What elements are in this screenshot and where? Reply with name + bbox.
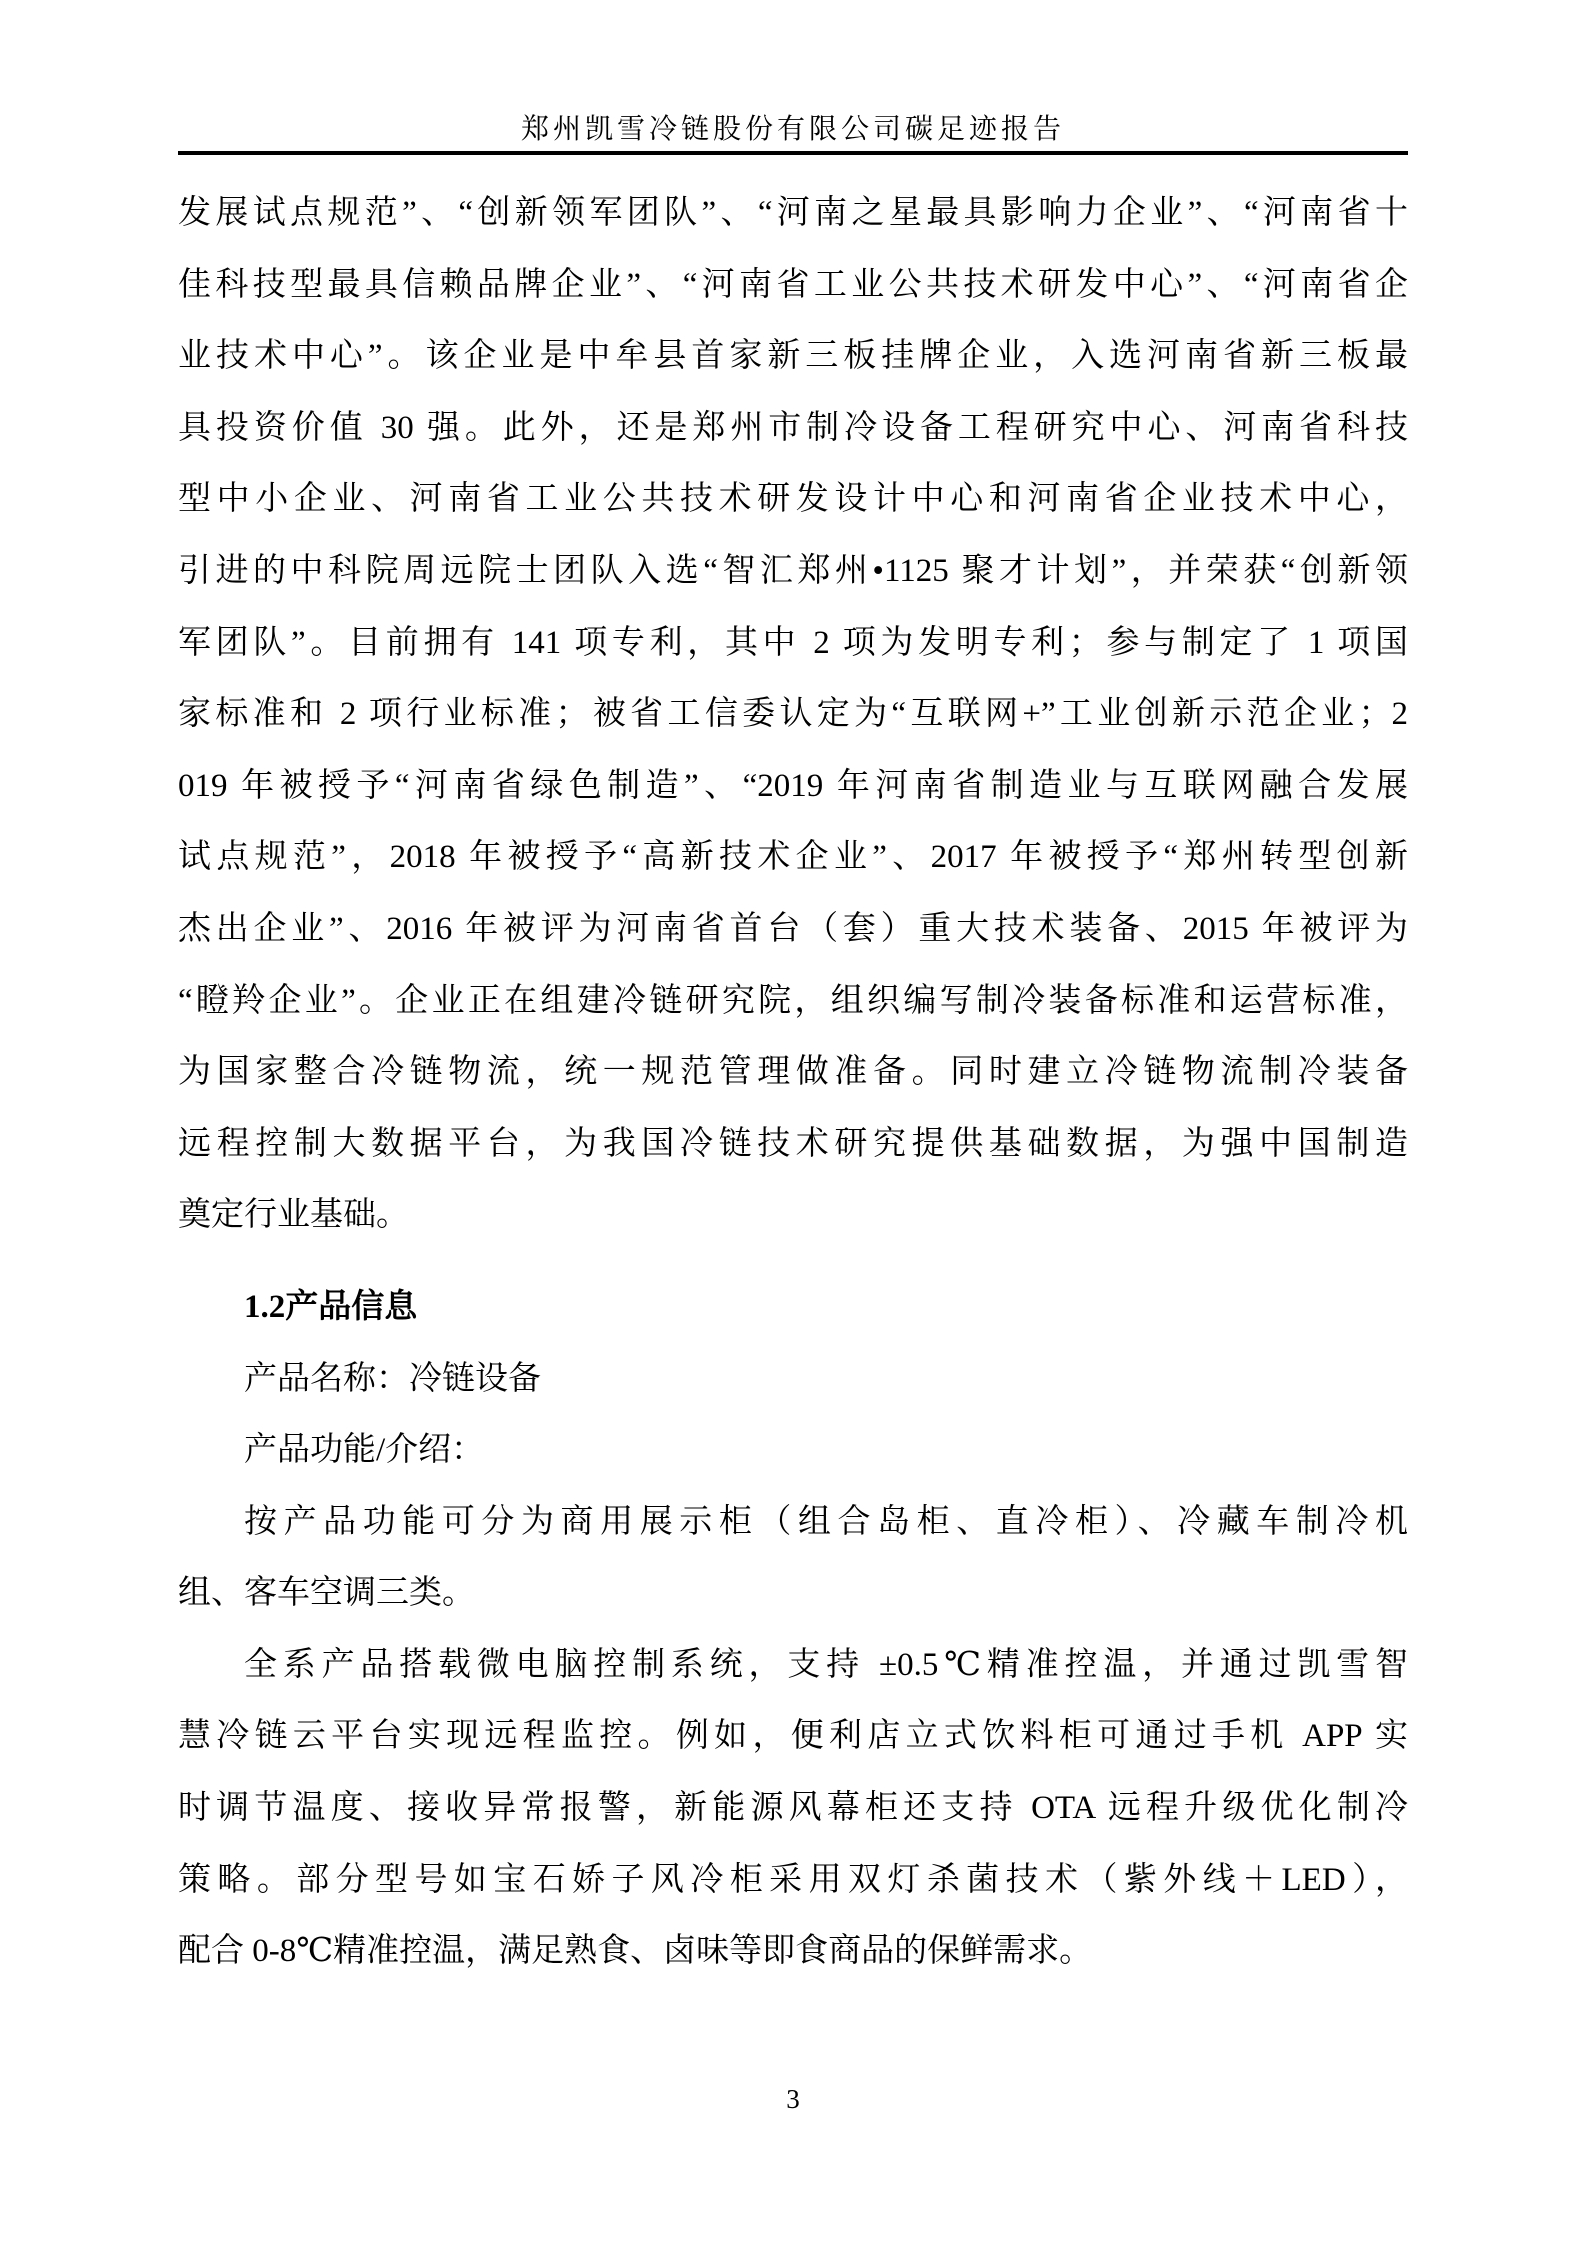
- text-line: 试点规范”，2018 年被授予“高新技术企业”、2017 年被授予“郑州转型创新: [178, 839, 1408, 876]
- text-line: 配合 0-8℃精准控温，满足熟食、卤味等即食商品的保鲜需求。: [178, 1933, 1093, 1970]
- text-line: 远程控制大数据平台，为我国冷链技术研究提供基础数据，为强中国制造: [178, 1125, 1408, 1162]
- text-line: 发展试点规范”、“创新领军团队”、“河南之星最具影响力企业”、“河南省十: [178, 195, 1408, 231]
- text-line: 杰出企业”、2016 年被评为河南省首台（套）重大技术装备、2015 年被评为: [178, 910, 1408, 947]
- text-line: 全系产品搭载微电脑控制系统，支持 ±0.5℃精准控温，并通过凯雪智: [244, 1646, 1408, 1683]
- text-line: 奠定行业基础。: [178, 1197, 409, 1234]
- text-line: 业技术中心”。该企业是中牟县首家新三板挂牌企业，入选河南省新三板最: [178, 338, 1408, 375]
- text-line: 按产品功能可分为商用展示柜（组合岛柜、直冷柜）、冷藏车制冷机: [244, 1503, 1408, 1540]
- header-divider: [178, 151, 1408, 155]
- product-function-line: 产品功能/介绍：: [244, 1432, 485, 1469]
- paragraph: [178, 1487, 1408, 1630]
- text-line: 时调节温度、接收异常报警，新能源风幕柜还支持 OTA 远程升级优化制冷: [178, 1790, 1408, 1827]
- text-line: 家标准和 2 项行业标准；被省工信委认定为“互联网+”工业创新示范企业；2: [178, 696, 1408, 733]
- page-header-title: 郑州凯雪冷链股份有限公司碳足迹报告: [520, 114, 1065, 145]
- text-line: 策略。部分型号如宝石娇子风冷柜采用双灯杀菌技术（紫外线＋LED），: [178, 1861, 1408, 1898]
- text-line: 为国家整合冷链物流，统一规范管理做准备。同时建立冷链物流制冷装备: [178, 1054, 1408, 1091]
- text-line: 具投资价值 30 强。此外，还是郑州市制冷设备工程研究中心、河南省科技: [178, 409, 1408, 446]
- text-line: “瞪羚企业”。企业正在组建冷链研究院，组织编写制冷装备标准和运营标准，: [178, 982, 1408, 1019]
- document-body: [178, 178, 1408, 1988]
- text-line: 军团队”。目前拥有 141 项专利，其中 2 项为发明专利；参与制定了 1 项国: [178, 624, 1408, 661]
- text-line: 引进的中科院周远院士团队入选“智汇郑州•1125 聚才计划”，并荣获“创新领: [178, 552, 1408, 589]
- paragraph: [178, 1630, 1408, 1988]
- text-line: 佳科技型最具信赖品牌企业”、“河南省工业公共技术研发中心”、“河南省企: [178, 266, 1408, 303]
- text-line: 型中小企业、河南省工业公共技术研发设计中心和河南省企业技术中心，: [178, 481, 1408, 518]
- page-number: 3: [786, 2084, 800, 2114]
- text-line: 组、客车空调三类。: [178, 1575, 475, 1612]
- section-heading: 1.2产品信息: [244, 1288, 418, 1325]
- paragraph: [178, 178, 1408, 1252]
- product-name-line: 产品名称：冷链设备: [244, 1360, 541, 1397]
- text-line: 019 年被授予“河南省绿色制造”、“2019 年河南省制造业与互联网融合发展: [178, 767, 1408, 804]
- text-line: 慧冷链云平台实现远程监控。例如，便利店立式饮料柜可通过手机 APP 实: [178, 1718, 1408, 1755]
